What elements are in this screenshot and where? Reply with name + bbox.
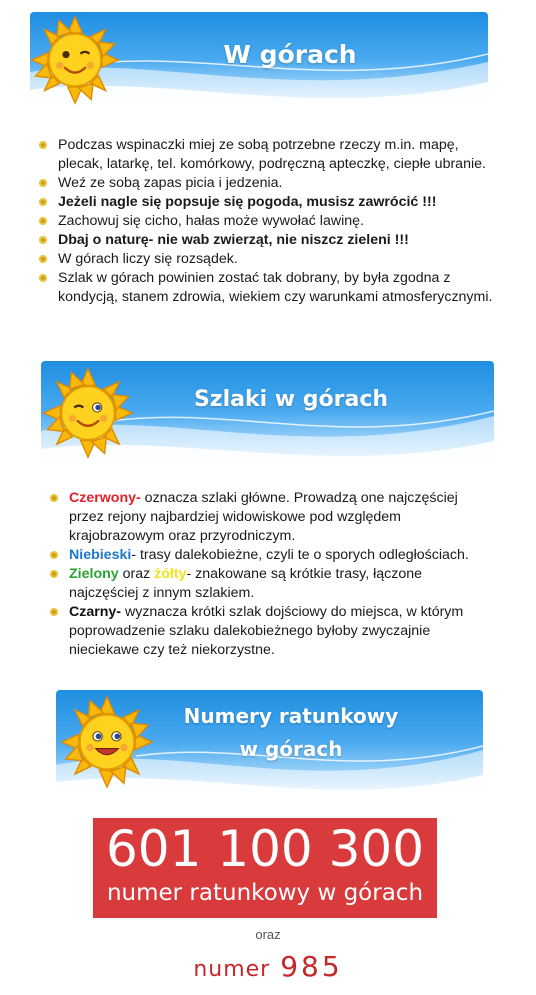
trail-red-desc: oznacza szlaki główne. Prowadzą one najczęściej przez rejony najbardziej widowiskowe pod względem krajobrazowym oraz przyrodniczym. [69,490,458,544]
section-title: Szlaki w górach [193,387,389,412]
list-item [36,231,496,250]
smiling-sun-icon [30,14,120,106]
flower-bullet-icon [38,178,48,188]
section-title-line2: w górach [239,737,343,761]
list-item [36,193,496,212]
trail-yellow-term: żółty [154,566,187,582]
mountain-rules-list [36,136,496,307]
trail-green-yellow-desc: - znakowane są krótkie trasy, łączone najczęściej z innym szlakiem. [69,566,422,601]
second-number-value: 985 [280,950,343,983]
emergency-caption: numer ratunkowy w górach [106,880,424,906]
flower-bullet-icon [38,140,48,150]
flower-bullet-icon [38,216,48,226]
flower-bullet-icon [49,493,59,503]
flower-bullet-icon [38,197,48,207]
trail-blue-desc: - trasy dalekobieżne, czyli te o sporych odległościach. [131,547,469,563]
flower-bullet-icon [38,235,48,245]
happy-sun-icon [60,694,154,790]
list-item [47,565,487,603]
emergency-number-box [93,818,437,918]
rule-text: W górach liczy się rozsądek. [58,251,238,267]
rule-text: Jeżeli nagle się popsuje się pogoda, musisz zawrócić !!! [58,194,437,210]
trail-black-desc: wyznacza krótki szlak dojściowy do miejsca, w którym poprowadzenie szlaku dalekobieżnego byłoby zwyczajnie nieciekawe czy też niekorzystne. [69,604,464,658]
list-item [36,212,496,231]
flower-bullet-icon [49,569,59,579]
list-item [36,174,496,193]
rule-text: Dbaj o naturę- nie wab zwierząt, nie niszcz zieleni !!! [58,232,409,248]
section-title: W górach [223,40,357,69]
flower-bullet-icon [49,550,59,560]
rule-text: Podczas wspinaczki miej ze sobą potrzebne rzeczy m.in. mapę, plecak, latarkę, tel. komórkowy, podręczną apteczkę, ciepłe ubranie. [58,137,486,172]
rule-text: Szlak w górach powinien zostać tak dobrany, by była zgodna z kondycją, stanem zdrowia, wiekiem czy warunkami atmosferycznymi. [58,270,493,305]
trail-red-term: Czerwony- [69,490,141,506]
oraz-label: oraz [255,927,281,942]
trail-green-term: Zielony [69,566,119,582]
trail-blue-term: Niebieski [69,547,132,563]
list-item [47,603,487,660]
trail-black-term: Czarny- [69,604,122,620]
second-emergency-number [0,950,536,983]
section-title-line1: Numery ratunkowy [183,704,399,728]
list-item [36,136,496,174]
emergency-number: 601 100 300 [105,820,425,878]
list-item [47,546,487,565]
flower-bullet-icon [49,607,59,617]
trail-oraz: oraz [118,566,155,582]
list-item [36,269,496,307]
trails-list [47,489,487,660]
rule-text: Zachowuj się cicho, hałas może wywołać lawinę. [58,213,364,229]
flower-bullet-icon [38,254,48,264]
list-item [47,489,487,546]
list-item [36,250,496,269]
rule-text: Weź ze sobą zapas picia i jedzenia. [58,175,283,191]
second-number-label: numer [193,957,271,982]
flower-bullet-icon [38,273,48,283]
winking-sun-icon [42,366,134,460]
